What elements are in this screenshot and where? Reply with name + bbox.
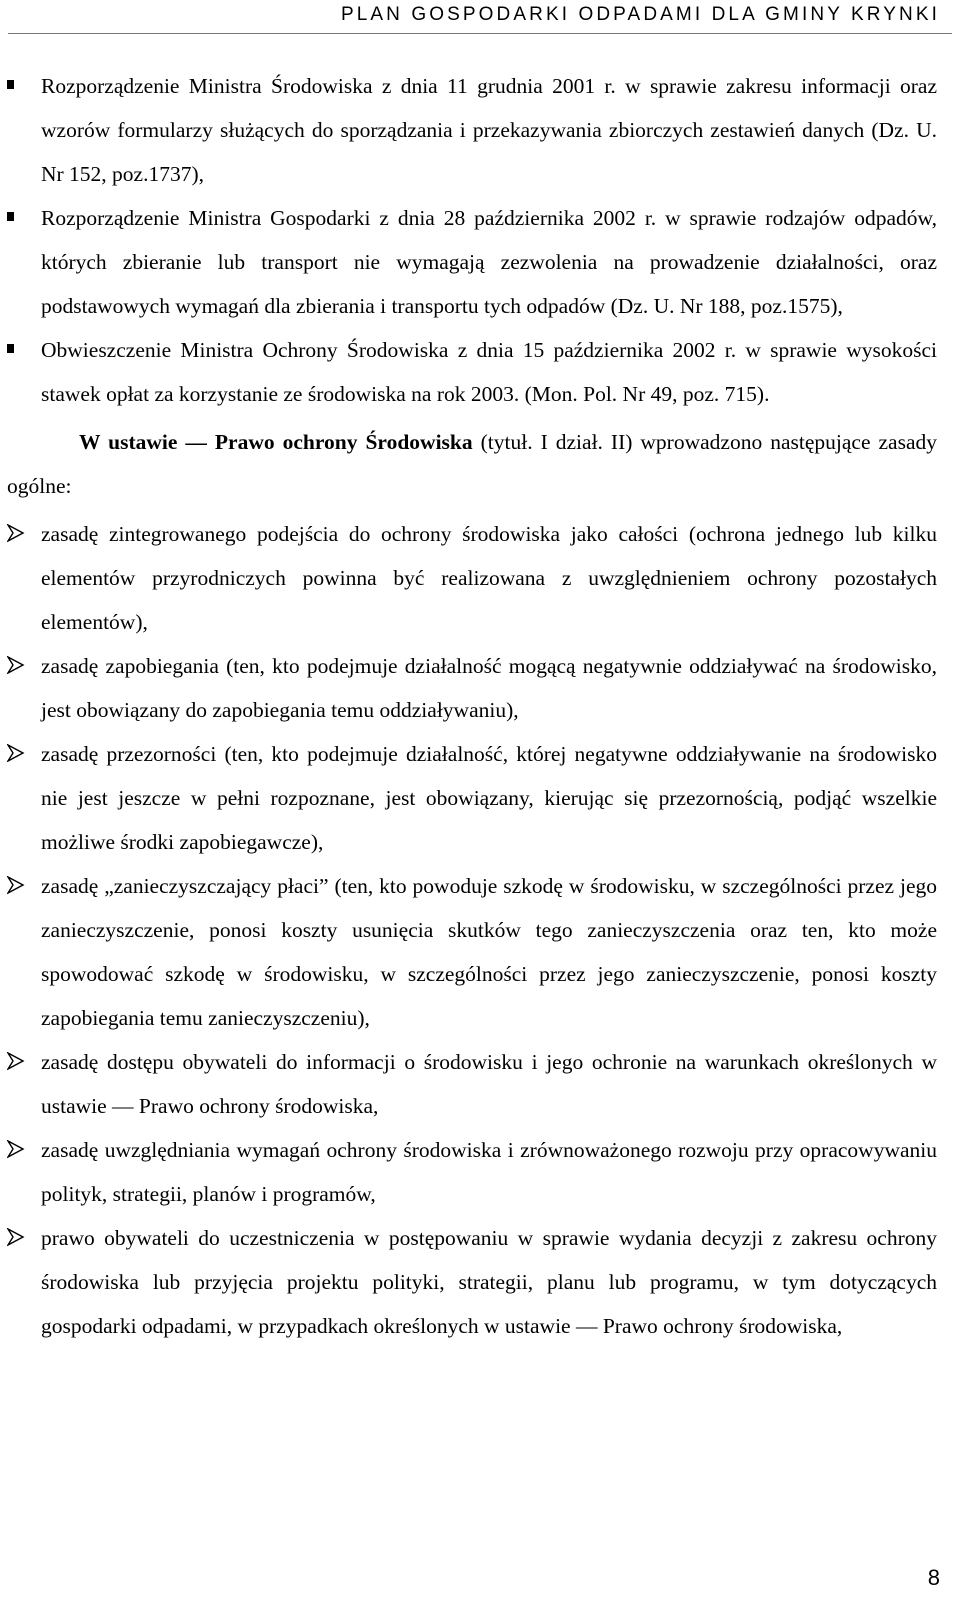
arrow-bullet-icon xyxy=(7,864,31,908)
header-divider xyxy=(8,33,952,34)
principle-item xyxy=(7,1128,937,1216)
regulation-item xyxy=(7,64,937,196)
principle-item xyxy=(7,1040,937,1128)
principle-text: zasadę „zanieczyszczający płaci” (ten, kto powoduje szkodę w środowisku, w szczególności przez jego zanieczyszczenie, ponosi koszty usunięcia skutków tego zanieczyszczenia oraz ten, kto może spowodować szkodę w środowisku, w szczególności przez jego zanieczyszczenie, ponosi koszty zapobiegania temu zanieczyszczeniu), xyxy=(41,874,937,1030)
principle-text: zasadę zintegrowanego podejścia do ochrony środowiska jako całości (ochrona jednego lub kilku elementów przyrodniczych powinna być realizowana z uwzględnieniem ochrony pozostałych elementów), xyxy=(41,522,937,634)
arrow-bullet-icon xyxy=(7,644,31,688)
intro-bold-text: W ustawie — Prawo ochrony Środowiska xyxy=(79,430,473,454)
principle-text: zasadę przezorności (ten, kto podejmuje działalność, której negatywne oddziaływanie na środowisko nie jest jeszcze w pełni rozpoznane, jest obowiązany, kierując się przezornością, podjąć wszelkie możliwe środki zapobiegawcze), xyxy=(41,742,937,854)
principle-text: prawo obywateli do uczestniczenia w postępowaniu w sprawie wydania decyzji z zakresu ochrony środowiska lub przyjęcia projektu polityki, strategii, planu lub programu, w tym dotyczących gospodarki odpadami, w przypadkach określonych w ustawie — Prawo ochrony środowiska, xyxy=(41,1226,937,1338)
page-content xyxy=(7,64,937,1348)
square-bullet-icon xyxy=(7,328,31,372)
regulation-text: Obwieszczenie Ministra Ochrony Środowiska z dnia 15 października 2002 r. w sprawie wysokości stawek opłat za korzystanie ze środowiska na rok 2003. (Mon. Pol. Nr 49, poz. 715). xyxy=(41,338,937,406)
intro-text: (tytuł. I dział. II) wprowadzono następujące zasady ogólne: xyxy=(7,430,937,498)
principle-item xyxy=(7,732,937,864)
principle-text: zasadę zapobiegania (ten, kto podejmuje działalność mogącą negatywnie oddziaływać na środowisko, jest obowiązany do zapobiegania temu oddziaływaniu), xyxy=(41,654,937,722)
principle-item xyxy=(7,512,937,644)
arrow-bullet-icon xyxy=(7,1040,31,1084)
square-bullet-icon xyxy=(7,196,31,240)
arrow-bullet-icon xyxy=(7,1128,31,1172)
regulation-text: Rozporządzenie Ministra Gospodarki z dnia 28 października 2002 r. w sprawie rodzajów odpadów, których zbieranie lub transport nie wymagają zezwolenia na prowadzenie działalności, oraz podstawowych wymagań dla zbierania i transportu tych odpadów (Dz. U. Nr 188, poz.1575), xyxy=(41,206,937,318)
arrow-bullet-icon xyxy=(7,1216,31,1260)
page-header xyxy=(0,0,960,40)
principle-item xyxy=(7,644,937,732)
arrow-bullet-icon xyxy=(7,512,31,556)
principle-text: zasadę dostępu obywateli do informacji o środowisku i jego ochronie na warunkach określonych w ustawie — Prawo ochrony środowiska, xyxy=(41,1050,937,1118)
principle-item xyxy=(7,1216,937,1348)
arrow-bullet-icon xyxy=(7,732,31,776)
principle-item xyxy=(7,864,937,1040)
square-bullet-icon xyxy=(7,64,31,108)
regulation-text: Rozporządzenie Ministra Środowiska z dnia 11 grudnia 2001 r. w sprawie zakresu informacji oraz wzorów formularzy służących do sporządzania i przekazywania zbiorczych zestawień danych (Dz. U. Nr 152, poz.1737), xyxy=(41,74,937,186)
principle-text: zasadę uwzględniania wymagań ochrony środowiska i zrównoważonego rozwoju przy opracowywaniu polityk, strategii, planów i programów, xyxy=(41,1138,937,1206)
regulation-item xyxy=(7,328,937,416)
document-title: PLAN GOSPODARKI ODPADAMI DLA GMINY KRYNKI xyxy=(340,4,940,25)
page-number: 8 xyxy=(927,1565,940,1590)
intro-paragraph xyxy=(7,420,937,508)
regulation-item xyxy=(7,196,937,328)
